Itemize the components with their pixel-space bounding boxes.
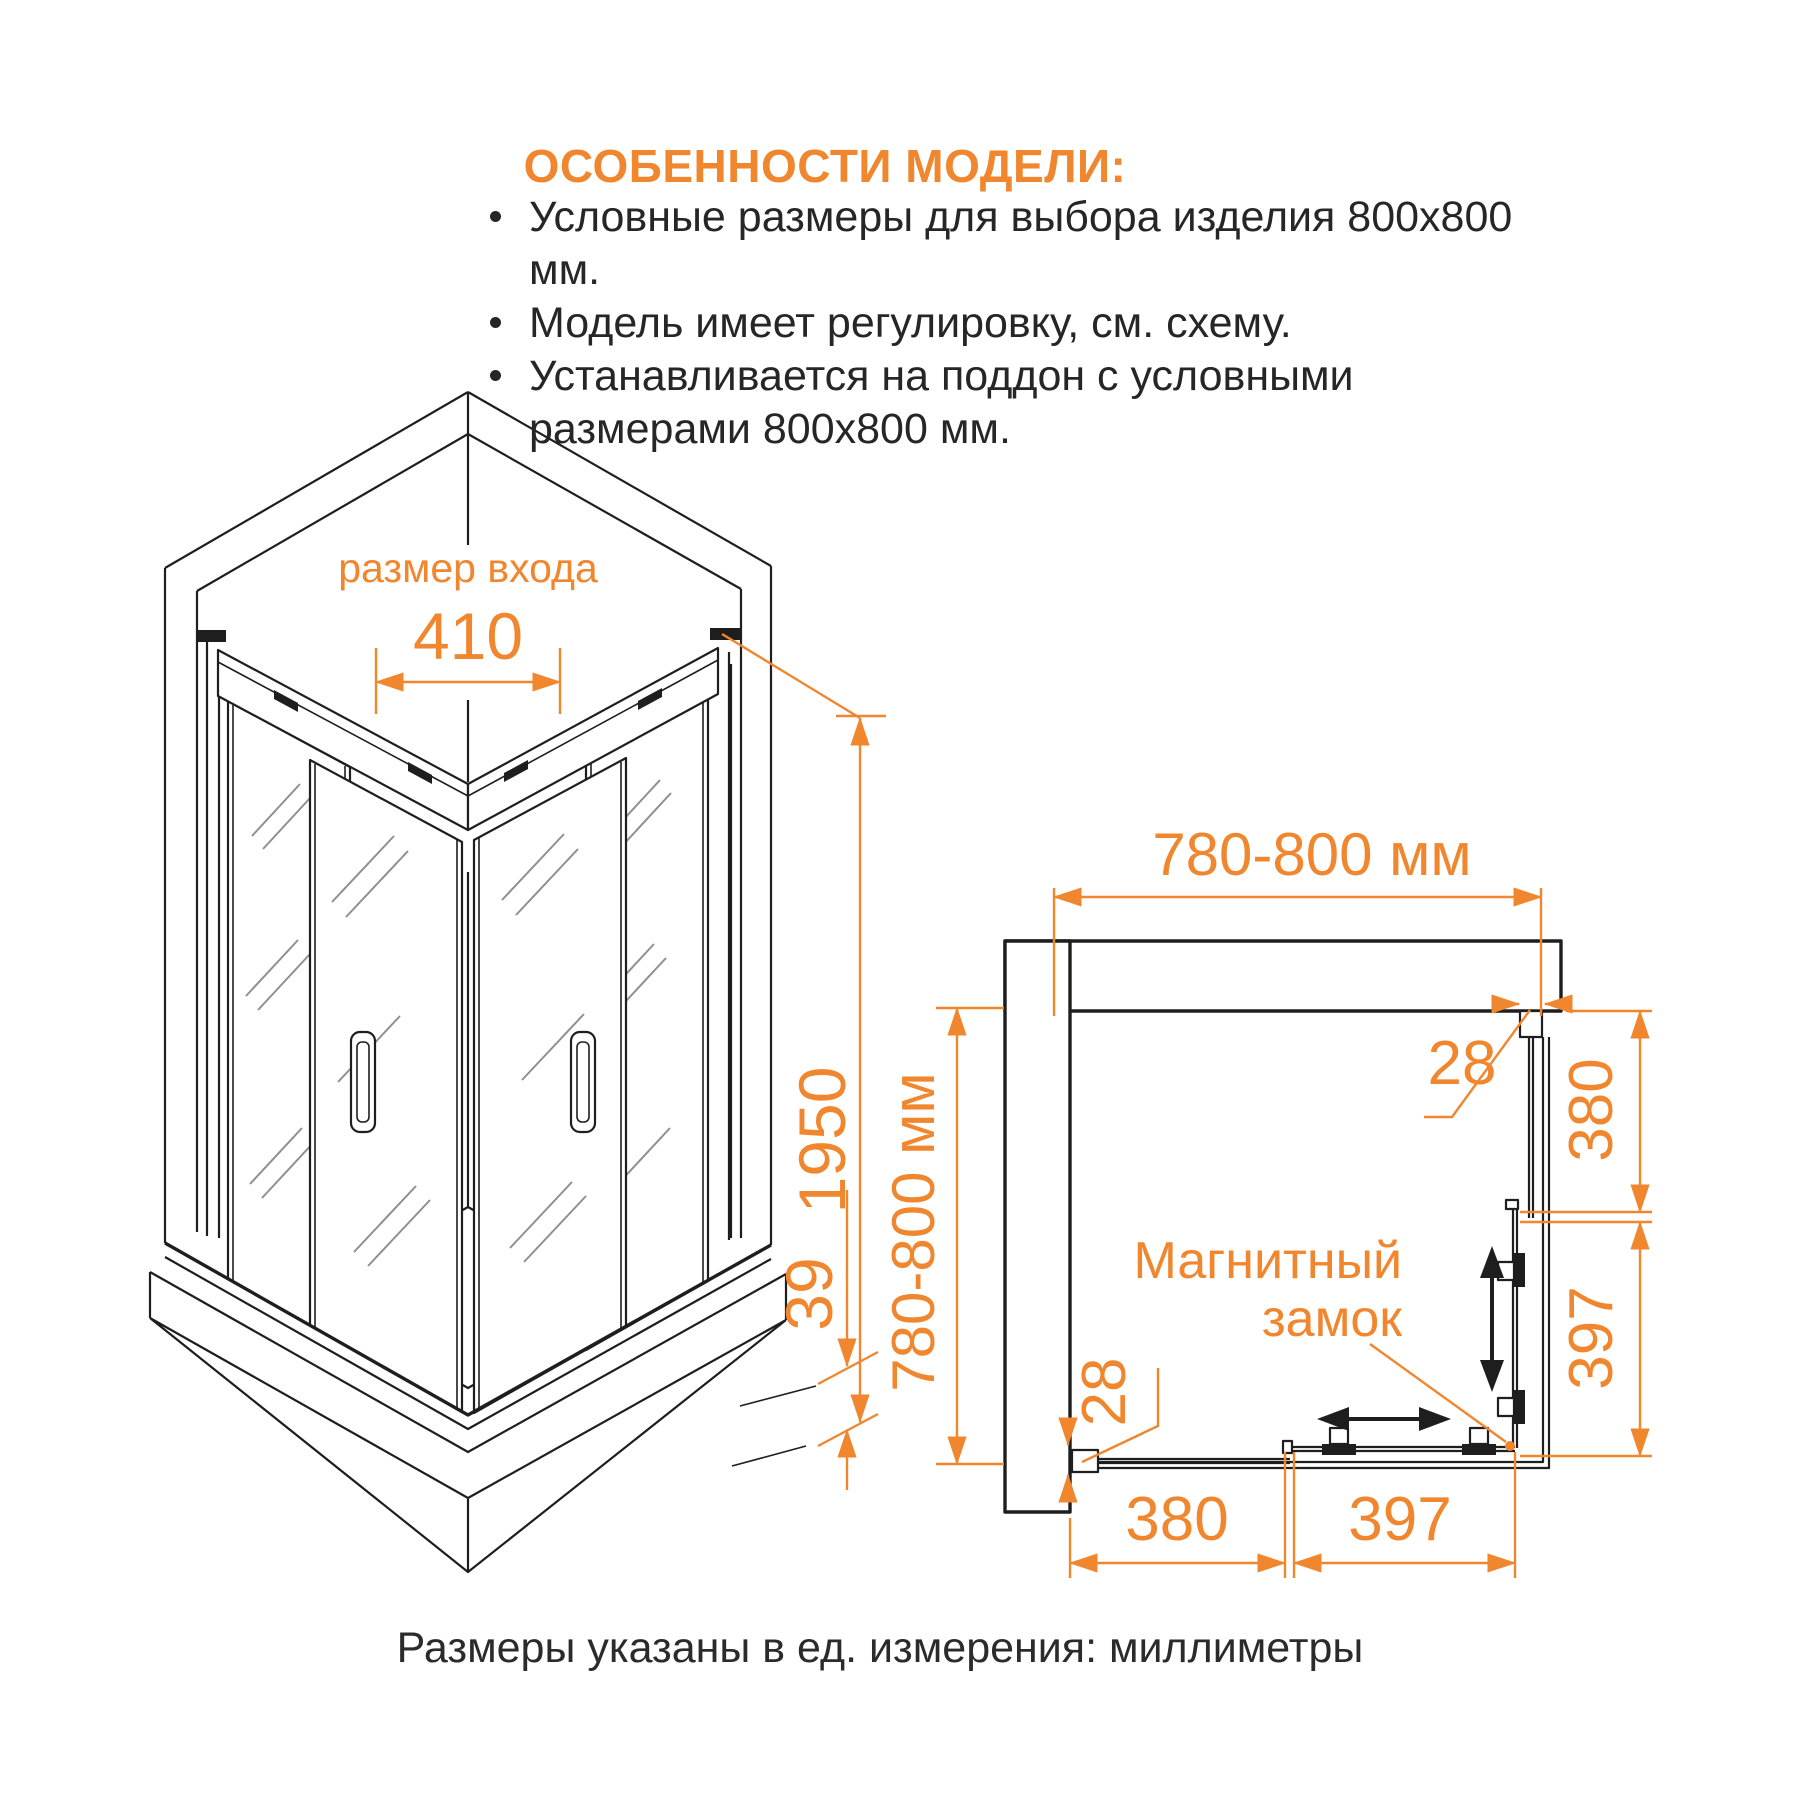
feature-list xyxy=(478,191,1663,456)
profile-bottom-dimension: 28 xyxy=(1070,1357,1139,1427)
bullet-icon xyxy=(490,370,501,381)
plan-width-dimension: 780-800 мм xyxy=(1152,821,1472,888)
feature-text: Устанавливается на поддон с условными размерами 800x800 мм. xyxy=(529,352,1354,453)
list-item xyxy=(478,191,1663,297)
bullet-icon xyxy=(490,211,501,222)
bottom-fixed-panel-dimension: 380 xyxy=(1125,1485,1229,1554)
bullet-icon xyxy=(490,317,501,328)
page-title: ОСОБЕННОСТИ МОДЕЛИ: xyxy=(523,140,1127,192)
bottom-door-dimension: 397 xyxy=(1348,1485,1452,1554)
tray-rim-dimension: 39 xyxy=(772,1257,846,1331)
feature-text: Модель имеет регулировку, см. схему. xyxy=(529,299,1292,347)
plan-depth-dimension: 780-800 мм xyxy=(880,1072,947,1392)
magnet-lock-label-line2: замок xyxy=(1261,1290,1402,1348)
top-bracket-left xyxy=(196,630,226,642)
magnet-lock-point xyxy=(1505,1441,1515,1451)
entry-width-dimension: 410 xyxy=(412,599,524,673)
feature-text: Условные размеры для выбора изделия 800x800 мм. xyxy=(529,193,1513,294)
magnet-lock-label-line1: Магнитный xyxy=(1133,1232,1402,1290)
units-note: Размеры указаны в ед. измерения: миллиметры xyxy=(396,1624,1364,1672)
right-fixed-panel-dimension: 380 xyxy=(1557,1058,1626,1162)
entry-size-label: размер входа xyxy=(338,545,598,591)
height-dimension: 1950 xyxy=(785,1066,859,1214)
right-door-dimension: 397 xyxy=(1557,1286,1626,1390)
profile-top-dimension: 28 xyxy=(1427,1029,1497,1098)
list-item xyxy=(478,350,1663,456)
top-bracket-right xyxy=(710,628,740,640)
list-item xyxy=(478,297,1663,350)
door-handle-left xyxy=(351,1032,375,1132)
magnet-lock-label xyxy=(1000,1232,1402,1348)
door-handle-right xyxy=(571,1032,595,1132)
